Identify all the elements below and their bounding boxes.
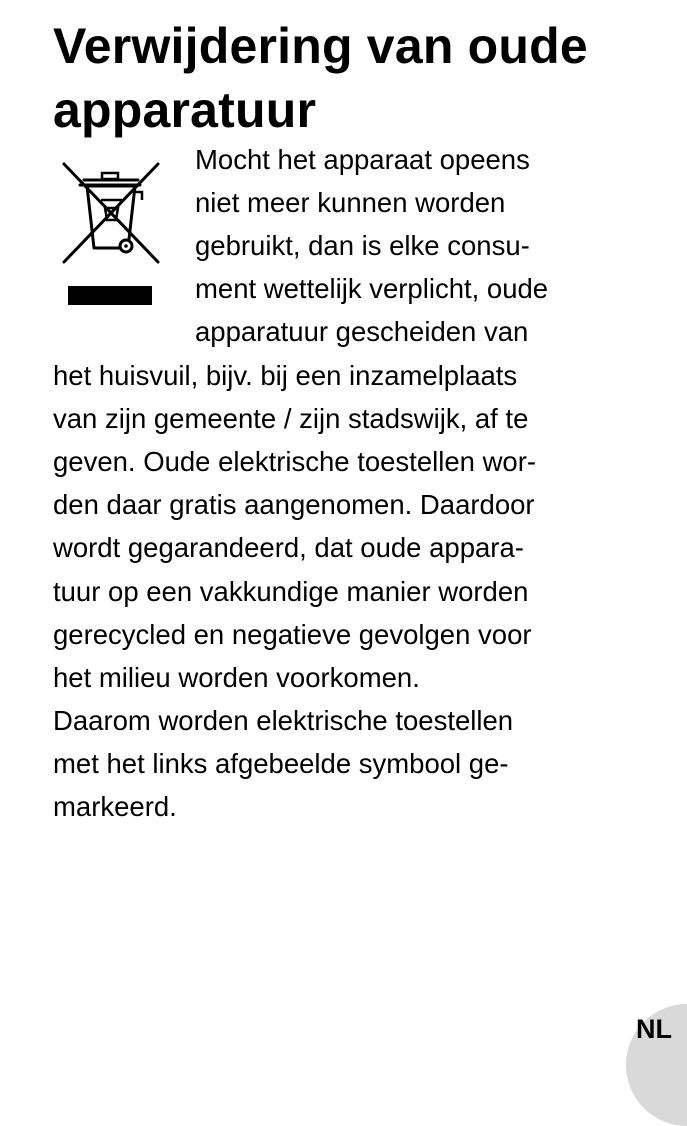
body-text-line: Mocht het apparaat opeens (195, 144, 530, 175)
body-text-line: van zijn gemeente / zijn stadswijk, af te (53, 403, 529, 434)
body-text-line: wordt gegarandeerd, dat oude appara- (53, 532, 524, 563)
body-text-line: gerecycled en negatieve gevolgen voor (53, 619, 532, 650)
body-text-line: Daarom worden elektrische toestellen (53, 705, 514, 736)
body-text-line: apparatuur gescheiden van (195, 316, 529, 347)
body-text-line: het huisvuil, bijv. bij een inzamelplaats (53, 360, 518, 391)
body-text-line: het milieu worden voorkomen. (53, 662, 420, 693)
body-text-line: geven. Oude elektrische toestellen wor- (53, 446, 537, 477)
body-text-line: gebruikt, dan is elke consu- (195, 230, 530, 261)
body-text-line: tuur op een vakkundige manier worden (53, 576, 529, 607)
crossed-out-wheelie-bin-icon (58, 158, 166, 310)
language-badge-label: NL (636, 1014, 672, 1044)
body-text-line: met het links afgebeelde symbool ge- (53, 748, 509, 779)
body-text-line: den daar gratis aangenomen. Daardoor (53, 489, 535, 520)
body-text-line: markeerd. (53, 791, 177, 822)
page-title: Verwijdering van oude apparatuur (53, 18, 588, 138)
language-badge (626, 1004, 687, 1126)
body-text-line: ment wettelijk verplicht, oude (195, 273, 549, 304)
body-text-line: niet meer kunnen worden (195, 187, 506, 218)
